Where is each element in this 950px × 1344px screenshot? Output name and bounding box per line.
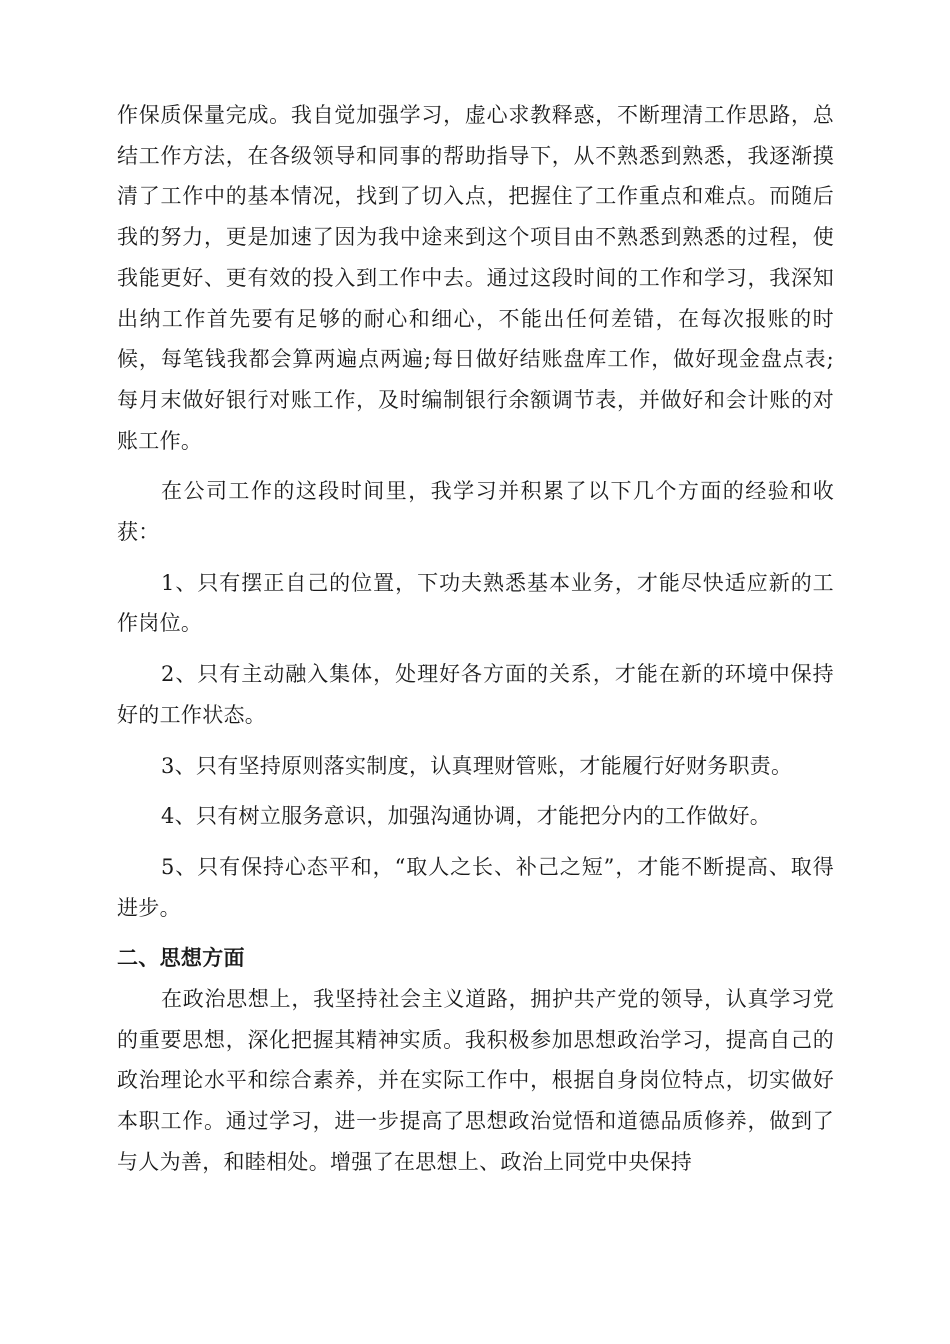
list-item-1: 1、只有摆正自己的位置，下功夫熟悉基本业务，才能尽快适应新的工作岗位。 (117, 570, 834, 636)
paragraph-political-thought: 在政治思想上，我坚持社会主义道路，拥护共产党的领导，认真学习党的重要思想，深化把握其精神实质。我积极参加思想政治学习，提高自己的政治理论水平和综合素养，并在实际工作中，根据自身岗位特点，切实做好本职工作。通过学习，进一步提高了思想政治觉悟和道德品质修养，做到了与人为善，和睦相处。增强了在思想上、政治上同党中央保持 (117, 987, 834, 1174)
list-item-4: 4、只有树立服务意识，加强沟通协调，才能把分内的工作做好。 (161, 804, 772, 829)
list-item-2: 2、只有主动融入集体，处理好各方面的关系，才能在新的环境中保持好的工作状态。 (117, 662, 834, 727)
document-body (117, 95, 834, 1183)
list-item-5: 5、只有保持心态平和，“取人之长、补己之短”，才能不断提高、取得进步。 (117, 854, 834, 920)
paragraph-work-progress: 作保质保量完成。我自觉加强学习，虚心求教释惑，不断理清工作思路，总结工作方法，在各级领导和同事的帮助指导下，从不熟悉到熟悉，我逐渐摸清了工作中的基本情况，找到了切入点，把握住了工作重点和难点。而随后我的努力，更是加速了因为我中途来到这个项目由不熟悉到熟悉的过程，使我能更好、更有效的投入到工作中去。通过这段时间的工作和学习，我深知出纳工作首先要有足够的耐心和细心，不能出任何差错，在每次报账的时候，每笔钱我都会算两遍点两遍;每日做好结账盘库工作，做好现金盘点表;每月末做好银行对账工作，及时编制银行余额调节表，并做好和会计账的对账工作。 (117, 103, 834, 453)
list-item-3: 3、只有坚持原则落实制度，认真理财管账，才能履行好财务职责。 (161, 753, 793, 778)
section-heading-thought: 二、思想方面 (117, 946, 245, 971)
paragraph-experience-intro: 在公司工作的这段时间里，我学习并积累了以下几个方面的经验和收获： (117, 479, 834, 545)
